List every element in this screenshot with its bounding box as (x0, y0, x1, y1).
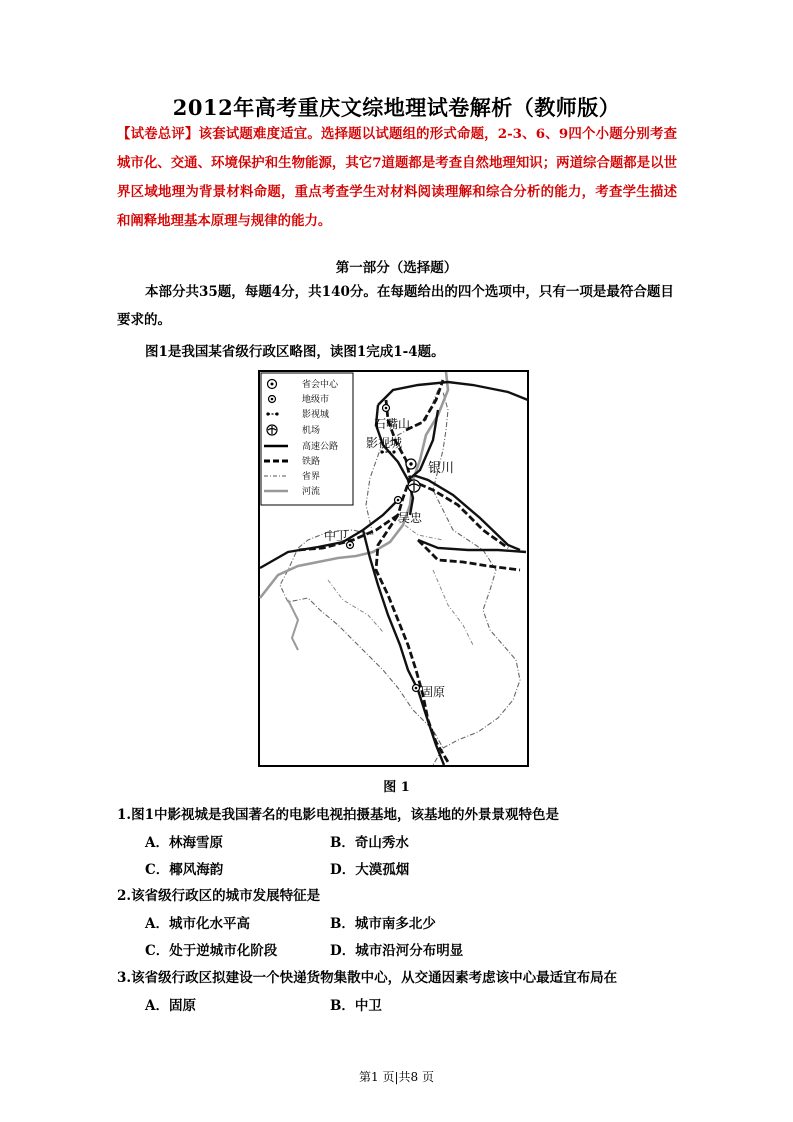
label-zhongwei: 中卫 (324, 529, 349, 543)
figure-intro: 图1是我国某省级行政区略图，读图1完成1-4题。 (145, 344, 445, 360)
q2-option-b: B．城市南多北少 (330, 916, 436, 932)
label-guyuan: 固原 (421, 685, 446, 699)
section-instructions: 本部分共35题，每题4分，共140分。在每题给出的四个选项中，只有一项是最符合题目要求的。 (117, 284, 674, 328)
legend-airport: 机场 (302, 426, 321, 436)
province-map (258, 370, 529, 767)
legend-river: 河流 (302, 487, 321, 497)
q1-option-b: B．奇山秀水 (330, 835, 409, 851)
q2-option-c: C．处于逆城市化阶段 (145, 943, 278, 959)
label-yinchuan: 银川 (428, 461, 455, 476)
q3-option-a: A．固原 (145, 998, 196, 1014)
section-title: 第一部分（选择题） (335, 260, 458, 276)
legend-railway: 铁路 (302, 457, 321, 467)
q3-option-b: B．中卫 (330, 998, 382, 1014)
q1-option-c: C．椰风海韵 (145, 862, 224, 878)
q2-option-a: A．城市化水平高 (145, 916, 250, 932)
page-footer: 第1 页|共8 页 (359, 1070, 434, 1084)
legend-film-city: 影视城 (302, 410, 330, 420)
label-film-city: 影视城 (366, 436, 403, 450)
question-1: 1.图1中影视城是我国著名的电影电视拍摄基地，该基地的外景景观特色是 (117, 807, 559, 823)
question-3: 3.该省级行政区拟建设一个快递货物集散中心，从交通因素考虑该中心最适宜布局在 (117, 970, 618, 986)
map-legend (261, 373, 353, 505)
airport-marker (408, 480, 420, 492)
page-title: 2012年高考重庆文综地理试卷解析（教师版） (172, 95, 621, 120)
legend-boundary: 省界 (302, 472, 321, 482)
legend-highway: 高速公路 (302, 442, 339, 452)
q2-option-d: D．城市沿河分布明显 (330, 943, 464, 959)
exam-summary: 【试卷总评】该套试题难度适宜。选择题以试题组的形式命题，2-3、6、9四个小题分别考查城市化、交通、环境保护和生物能源，其它7道题都是考查自然地理知识；两道综合题都是以世界区域地理为背景材料命题，重点考查学生对材料阅读理解和综合分析的能力，考查学生描述和阐释地理基本原理与规律的能力。 (117, 126, 677, 229)
label-shizuishan: 石嘴山 (374, 417, 411, 431)
label-wuzhong: 吴忠 (398, 511, 423, 525)
q1-option-d: D．大漠孤烟 (330, 862, 410, 878)
figure-caption: 图 1 (383, 780, 410, 795)
question-2: 2.该省级行政区的城市发展特征是 (117, 888, 321, 904)
legend-capital: 省会中心 (302, 380, 339, 390)
airport-icon (267, 425, 277, 435)
q1-option-a: A．林海雪原 (145, 835, 223, 851)
legend-city: 地级市 (302, 395, 330, 405)
